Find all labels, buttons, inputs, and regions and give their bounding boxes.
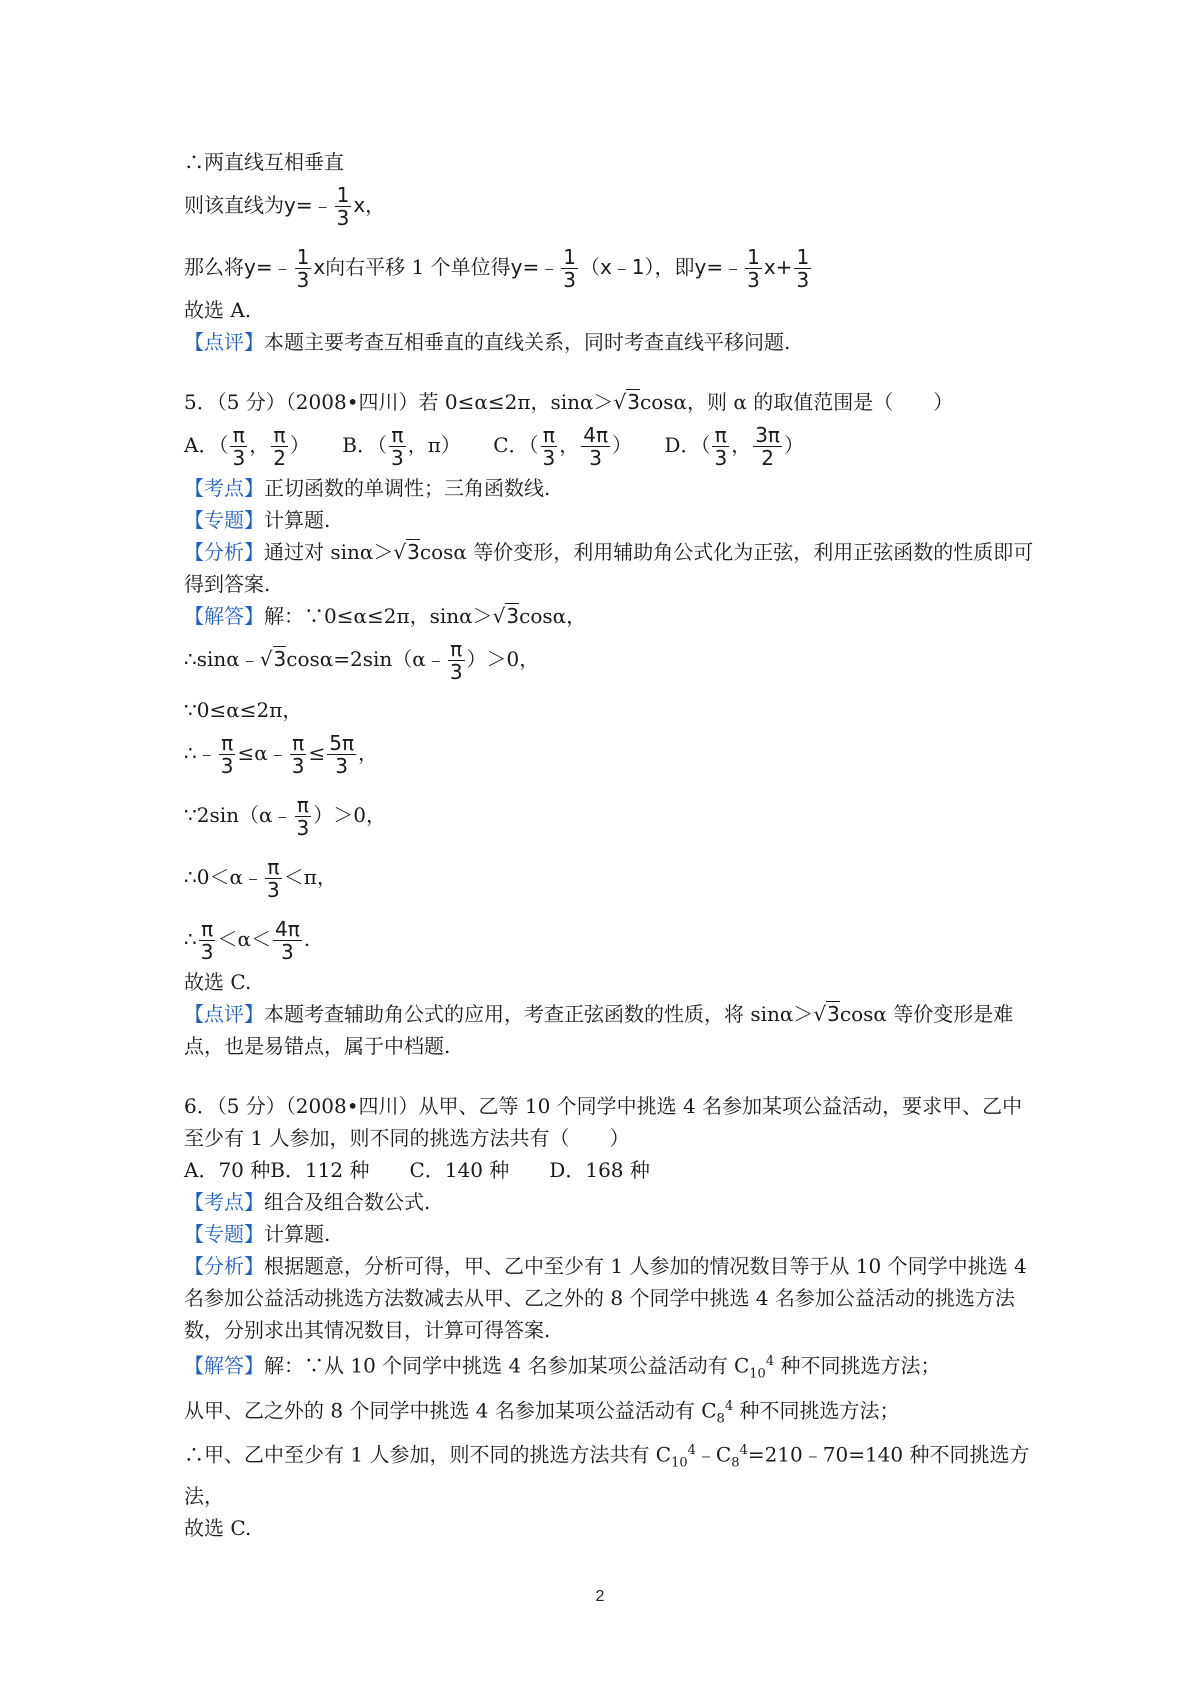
math-text: （x﹣1） <box>579 255 655 279</box>
zhuanti-line <box>184 1218 1034 1250</box>
zhuanti-text: 计算题. <box>264 1222 331 1246</box>
denominator: 3 <box>563 268 576 292</box>
fenxi-tag: 【分析】 <box>184 540 264 564</box>
comment-tag: 【点评】 <box>184 330 264 354</box>
solution-step: ∵0≤α≤2π， <box>184 698 303 722</box>
answer-choice: 故选 C. <box>184 970 252 994</box>
numerator: 1 <box>296 245 310 269</box>
solution-step: ∴甲、乙中至少有 1 人参加，则不同的挑选方法共有 $C_{10}^4﹣C_8^4=210﹣70=140$ 种不同挑选方法， <box>184 1442 1030 1508</box>
denominator: 3 <box>747 268 760 292</box>
solution-step: ∴ $\frac{\pi}{3}$ ＜α＜ $\frac{4\pi}{3}$ . <box>184 917 311 964</box>
zhuanti-line <box>184 504 1034 536</box>
text-line <box>184 294 1034 326</box>
math-text: y=﹣ <box>244 255 293 279</box>
text: ，即 <box>654 255 695 279</box>
fenxi-line <box>184 1250 1034 1346</box>
numerator: 1 <box>563 245 576 269</box>
denominator: 3 <box>296 268 310 292</box>
denominator: 3 <box>796 268 810 292</box>
fenxi-line <box>184 536 1034 600</box>
sqrt-3: √3 <box>613 390 641 414</box>
text: 通过对 sinα＞ <box>264 540 394 564</box>
math-text: y=﹣ <box>694 255 744 279</box>
answer-choice: 故选 C. <box>184 1515 252 1540</box>
jieda-tag: 【解答】 <box>184 1353 264 1378</box>
text: 那么将 <box>184 255 244 279</box>
text-line <box>184 966 1034 998</box>
kaodian-text: 组合及组合数公式. <box>264 1190 431 1214</box>
fraction <box>295 246 312 291</box>
text: cosα 等价变形，利用辅助角公式化为正弦，利用正弦函数的性质即可得到答案. <box>184 540 1034 596</box>
comment-line <box>184 326 1034 358</box>
numerator: 1 <box>336 183 350 207</box>
answer-choice: 故选 A. <box>184 298 252 322</box>
math-text: x <box>313 255 326 279</box>
text-line <box>184 1512 1034 1544</box>
jieda-line <box>184 600 1034 632</box>
solution-step: ∴sinα﹣√3cosα=2sin（α﹣ $\frac{\pi}{3}$ ）＞0， <box>184 637 540 684</box>
text: 解：∵0≤α≤2π，sinα＞ <box>264 604 493 628</box>
math-text: y=﹣ <box>510 255 560 279</box>
math-text: x+ <box>763 255 793 279</box>
question-5-stem <box>184 386 1034 418</box>
fraction <box>745 246 762 291</box>
fenxi-tag: 【分析】 <box>184 1254 264 1278</box>
math-text: x <box>353 193 366 217</box>
sqrt-3: √3 <box>393 540 420 564</box>
text: 则该直线为 <box>184 193 284 217</box>
text: ∴两直线互相垂直 <box>184 150 344 174</box>
fraction <box>794 246 811 291</box>
math-line <box>184 178 1034 232</box>
text: cosα， <box>519 604 587 628</box>
zhuanti-tag: 【专题】 <box>184 508 264 532</box>
solution-step: ∴﹣ $\frac{\pi}{3}$ ≤α﹣ $\frac{\pi}{3}$ ≤ $\frac{5\pi}{3}$ ， <box>184 731 378 778</box>
numerator: 1 <box>747 245 760 269</box>
numerator: 1 <box>796 245 810 269</box>
option-a: A．（ $\frac{\pi}{3}$ ， $\frac{\pi}{2}$ ） <box>184 423 310 470</box>
question-6-options: A．70 种B．112 种 C．140 种 D．168 种 <box>184 1158 650 1182</box>
fraction <box>335 184 352 229</box>
denominator: 3 <box>336 206 350 230</box>
kaodian-line <box>184 1186 1034 1218</box>
comment-tag: 【点评】 <box>184 1002 264 1026</box>
sqrt-3: √3 <box>492 604 520 628</box>
text: 5．（5 分）（2008•四川）若 0≤α≤2π，sinα＞ <box>184 390 614 414</box>
jieda-tag: 【解答】 <box>184 604 264 628</box>
solution-step: 从甲、乙之外的 8 个同学中挑选 4 名参加某项公益活动有 $C_8^4$ 种不同挑选方法； <box>184 1398 900 1427</box>
question-6-stem: 6．（5 分）（2008•四川）从甲、乙等 10 个同学中挑选 4 名参加某项公益活动，要求甲、乙中至少有 1 人参加，则不同的挑选方法共有（ ） <box>184 1094 1023 1150</box>
kaodian-tag: 【考点】 <box>184 476 264 500</box>
page-number: 2 <box>595 1588 605 1605</box>
option-c: C．（ $\frac{\pi}{3}$ ， $\frac{4\pi}{3}$ ） <box>493 423 633 470</box>
jieda-line: 【解答】解：∵从 10 个同学中挑选 4 名参加某项公益活动有 $C_{10}^4$ 种不同挑选方法； <box>184 1353 941 1382</box>
math-line <box>184 240 1034 294</box>
option-d: D．（ $\frac{\pi}{3}$ ， $\frac{3\pi}{2}$ ） <box>664 423 804 470</box>
solution-step: ∴0＜α﹣ $\frac{\pi}{3}$ ＜π， <box>184 855 337 902</box>
solution-step: ∵2sin（α﹣ $\frac{\pi}{3}$ ）＞0， <box>184 793 386 840</box>
kaodian-line <box>184 472 1034 504</box>
fraction <box>561 246 578 291</box>
text-line <box>184 146 1034 178</box>
kaodian-tag: 【考点】 <box>184 1190 264 1214</box>
zhuanti-tag: 【专题】 <box>184 1222 264 1246</box>
comment-text: 本题主要考查互相垂直的直线关系，同时考查直线平移问题. <box>264 330 791 354</box>
text: cosα，则 α 的取值范围是（ ） <box>640 390 954 414</box>
page-content <box>184 146 1034 1544</box>
text: ， <box>365 193 386 217</box>
math-text: y=﹣ <box>284 193 333 217</box>
zhuanti-text: 计算题. <box>264 508 331 532</box>
question-5-options <box>184 418 1034 472</box>
text: 向右平移 1 个单位得 <box>325 255 511 279</box>
comment-line: 【点评】本题考查辅助角公式的应用，考查正弦函数的性质，将 sinα＞√3cosα 等价变形是难点，也是易错点，属于中档题. <box>184 1002 1014 1058</box>
fenxi-text: 根据题意，分析可得，甲、乙中至少有 1 人参加的情况数目等于从 10 个同学中挑选 4 名参加公益活动挑选方法数减去从甲、乙之外的 8 个同学中挑选 4 名参加公益活动的挑选方法数，分别求出其情况数目，计算可得答案. <box>184 1254 1027 1342</box>
kaodian-text: 正切函数的单调性；三角函数线. <box>264 476 551 500</box>
option-b: B．（ $\frac{\pi}{3}$ ，π） <box>342 423 461 470</box>
